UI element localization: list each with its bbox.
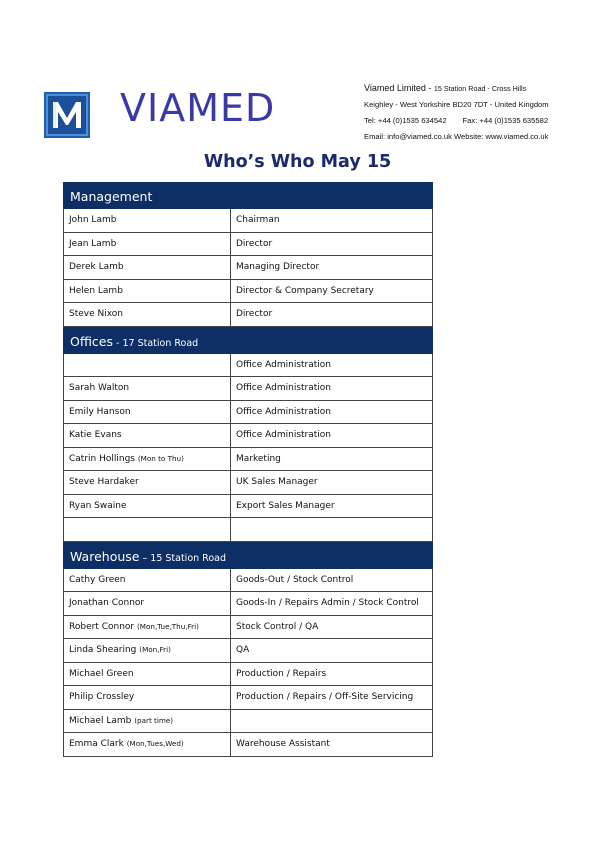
staff-role-cell: Managing Director [236, 262, 320, 272]
address-line-1: 15 Station Road - Cross Hills [433, 84, 527, 93]
staff-name-cell [64, 424, 231, 447]
staff-name-cell [64, 233, 231, 256]
table-row [63, 233, 433, 257]
staff-name-cell [64, 663, 231, 686]
fax-number: Fax: +44 (0)1535 635582 [462, 116, 549, 125]
staff-name-cell [64, 495, 231, 518]
staff-hours-note: (Mon,Tues,Wed) [126, 739, 184, 748]
staff-name-cell [64, 733, 231, 756]
brand-wordmark: VIAMED [120, 86, 276, 130]
section-header [63, 182, 433, 209]
staff-role-cell: Production / Repairs [236, 668, 327, 679]
staff-name-cell [64, 471, 231, 494]
staff-name: Ryan Swaine [69, 500, 127, 511]
staff-name: Helen Lamb [69, 285, 123, 296]
staff-name-cell [64, 209, 231, 232]
staff-role-cell [231, 710, 432, 733]
table-row [63, 448, 433, 472]
table-row [63, 401, 433, 425]
table-row [63, 663, 433, 687]
section-header [63, 327, 433, 354]
staff-name: Sarah Walton [69, 383, 130, 393]
staff-name: Emily Hanson [69, 406, 131, 417]
staff-role-cell: Director [236, 309, 273, 319]
company-details [364, 80, 589, 145]
staff-role-cell: Marketing [236, 453, 281, 464]
table-row [63, 592, 433, 616]
table-row [63, 569, 433, 593]
section-warehouse [63, 542, 433, 757]
staff-name: Steve Nixon [69, 309, 123, 319]
table-row [63, 471, 433, 495]
table-row [63, 354, 433, 378]
staff-role-cell: Goods-Out / Stock Control [236, 574, 354, 585]
staff-name: Linda Shearing [69, 645, 137, 655]
section-management [63, 182, 433, 327]
company-line-1 [364, 80, 589, 97]
table-row [63, 256, 433, 280]
staff-name-cell [64, 303, 231, 326]
table-row [63, 639, 433, 663]
staff-role-cell: Office Administration [236, 383, 331, 393]
staff-name: Michael Lamb [69, 715, 132, 726]
staff-name-cell [64, 377, 231, 400]
staff-role-cell: Director & Company Secretary [236, 285, 374, 296]
staff-name-cell [64, 280, 231, 303]
staff-role-cell [231, 518, 432, 541]
staff-name-cell [64, 518, 231, 541]
section-title: Offices [70, 333, 113, 349]
staff-role-cell: Stock Control / QA [236, 621, 319, 632]
staff-name: Cathy Green [69, 574, 126, 585]
table-row [63, 495, 433, 519]
staff-role-cell: Office Administration [236, 430, 331, 440]
staff-name-cell [64, 256, 231, 279]
table-row [63, 733, 433, 757]
staff-name-cell [64, 354, 231, 377]
table-row [63, 616, 433, 640]
staff-role-cell: Goods-In / Repairs Admin / Stock Control [236, 598, 419, 608]
table-row [63, 424, 433, 448]
table-row [63, 280, 433, 304]
section-subtitle: – 15 Station Road [139, 552, 227, 564]
table-row [63, 303, 433, 327]
staff-role-cell: Warehouse Assistant [236, 739, 330, 749]
staff-hours-note: (Mon to Thu) [137, 453, 184, 463]
email-website: Email: info@viamed.co.uk Website: www.viamed.co.uk [364, 132, 549, 141]
staff-hours-note: (part time) [134, 715, 174, 725]
company-name: Viamed Limited - [364, 83, 432, 93]
staff-role-cell: Office Administration [236, 406, 331, 417]
staff-role-cell: Chairman [236, 215, 280, 225]
staff-name: Jean Lamb [69, 238, 117, 249]
staff-hours-note: (Mon,Fri) [139, 645, 171, 654]
staff-name-cell [64, 448, 231, 471]
staff-role-cell: QA [236, 645, 250, 655]
table-row [63, 710, 433, 734]
table-row [63, 686, 433, 710]
staff-name: Michael Green [69, 668, 134, 679]
section-title: Management [70, 189, 153, 204]
staff-role-cell: Director [236, 238, 273, 249]
table-row [63, 377, 433, 401]
staff-name: Derek Lamb [69, 262, 124, 272]
staff-name-cell [64, 686, 231, 709]
staff-role-cell: Office Administration [236, 359, 331, 370]
section-title: Warehouse [70, 548, 140, 564]
table-row [63, 518, 433, 542]
staff-name: Emma Clark [69, 739, 124, 749]
staff-name: Katie Evans [69, 430, 122, 440]
table-row [63, 209, 433, 233]
staff-name: Philip Crossley [69, 692, 135, 702]
staff-hours-note: (Mon,Tue,Thu,Fri) [136, 621, 199, 631]
address-line-2: Keighley - West Yorkshire BD20 7DT - United Kingdom [364, 100, 549, 109]
staff-name: Catrin Hollings [69, 453, 135, 464]
viamed-logo-icon [44, 92, 90, 138]
whos-who-table [63, 182, 433, 757]
staff-name-cell [64, 710, 231, 733]
phone-line [364, 113, 589, 129]
staff-name-cell [64, 569, 231, 592]
page-title: Who’s Who May 15 [203, 152, 392, 172]
staff-name: Steve Hardaker [69, 477, 139, 487]
staff-name: John Lamb [69, 215, 117, 225]
staff-role-cell: Production / Repairs / Off-Site Servicing [236, 692, 414, 702]
staff-name-cell [64, 639, 231, 662]
staff-name: Robert Connor [69, 621, 135, 632]
staff-role-cell: Export Sales Manager [236, 500, 335, 511]
tel-number: Tel: +44 (0)1535 634542 [364, 116, 447, 125]
staff-name: Jonathan Connor [69, 598, 145, 608]
section-offices [63, 327, 433, 542]
staff-role-cell: UK Sales Manager [236, 477, 318, 487]
staff-name-cell [64, 592, 231, 615]
section-header [63, 542, 433, 569]
staff-name-cell [64, 616, 231, 639]
staff-name-cell [64, 401, 231, 424]
section-subtitle: - 17 Station Road [113, 337, 199, 349]
